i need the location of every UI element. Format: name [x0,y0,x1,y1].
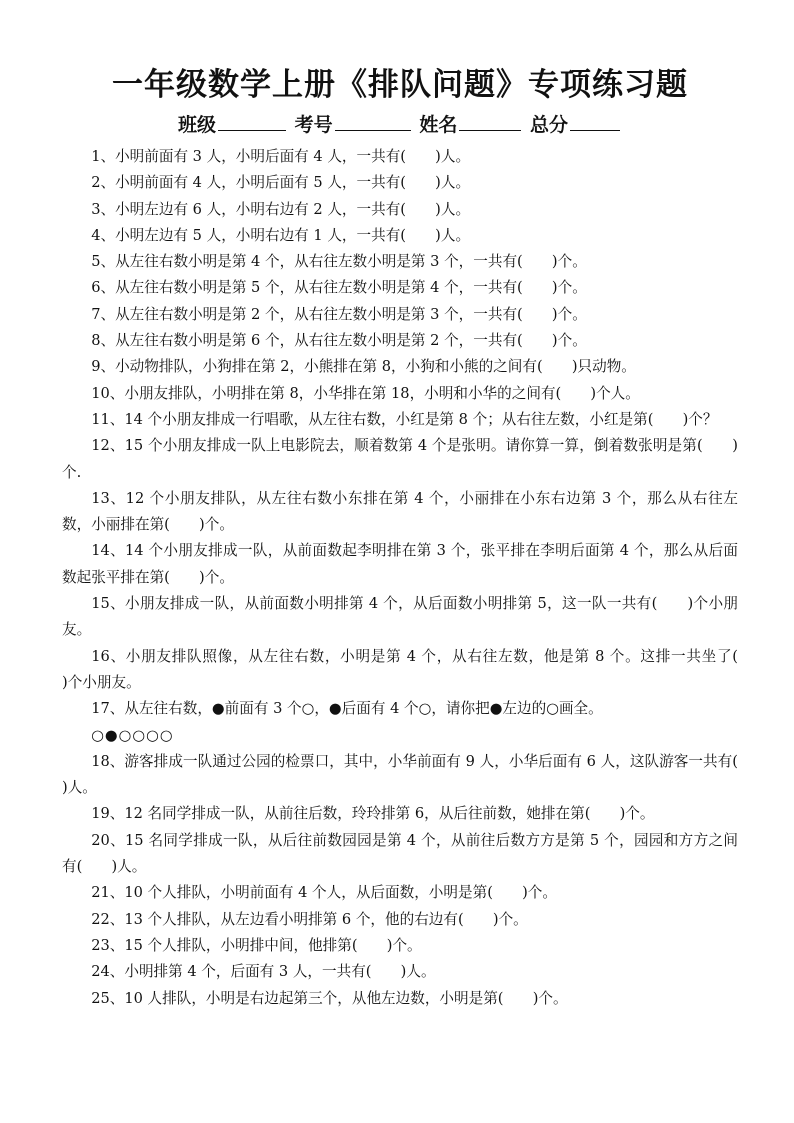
score-label: 总分 [529,114,568,136]
question-15: 15、小朋友排成一队，从前面数小明排第 4 个，从后面数小明排第 5，这一队一共有( )个小朋友。 [62,595,738,639]
question-10: 10、小朋友排队，小明排在第 8，小华排在第 18，小明和小华的之间有( )个人。 [91,384,640,402]
exam-no-label: 考号 [294,114,333,136]
question-17: 17、从左往右数，●前面有 3 个○，●后面有 4 个○，请你把●左边的○画全。 [91,700,603,718]
name-blank[interactable] [459,112,521,131]
question-20: 20、15 名同学排成一队，从后往前数园园是第 4 个，从前往后数方方是第 5 个，园园和方方之间有( )人。 [62,831,738,876]
question-9: 9、小动物排队，小狗排在第 2，小熊排在第 8，小狗和小熊的之间有( )只动物。 [91,358,636,376]
question-18: 18、游客排成一队通过公园的检票口，其中，小华前面有 9 人，小华后面有 6 人，这队游客一共有( )人。 [62,752,768,797]
question-6: 6、从左往右数小明是第 5 个，从右往左数小明是第 4 个，一共有( )个。 [91,279,587,297]
question-16: 16、小朋友排队照像，从左往右数，小明是第 4 个，从右往左数，他是第 8 个。这排一共坐了( )个小朋友。 [62,647,768,691]
question-19: 19、12 名同学排成一队，从前往后数，玲玲排第 6，从后往前数，她排在第( )个。 [91,805,655,823]
question-24: 24、小明排第 4 个，后面有 3 人，一共有( )人。 [91,963,436,981]
student-info-row [62,108,738,142]
class-blank[interactable] [218,112,286,131]
question-23: 23、15 个人排队，小明排中间，他排第( )个。 [91,936,422,954]
question-8: 8、从左往右数小明是第 6 个，从右往左数小明是第 2 个，一共有( )个。 [91,332,587,350]
question-25: 25、10 人排队，小明是右边起第三个，从他左边数，小明是第( )个。 [91,989,568,1007]
worksheet-title: 一年级数学上册《排队问题》专项练习题 [112,67,688,103]
question-2: 2、小明前面有 4 人，小明后面有 5 人，一共有( )人。 [91,174,471,192]
question-3: 3、小明左边有 6 人，小明右边有 2 人，一共有( )人。 [91,200,471,218]
question-17-circle-row: ○●○○○○ [91,726,174,744]
question-14: 14、14 个小朋友排成一队，从前面数起李明排在第 3 个，张平排在李明后面第 4 个，那么从后面数起张平排在第( )个。 [62,542,738,586]
question-5: 5、从左往右数小明是第 4 个，从右往左数小明是第 3 个，一共有( )个。 [91,253,587,271]
question-21: 21、10 个人排队，小明前面有 4 个人，从后面数，小明是第( )个。 [91,884,557,902]
question-1: 1、小明前面有 3 人，小明后面有 4 人，一共有( )人。 [91,148,471,165]
class-label: 班级 [178,114,217,136]
score-blank[interactable] [570,112,620,131]
question-list [62,144,768,1012]
question-11: 11、14 个小朋友排成一行唱歌，从左往右数，小红是第 8 个；从右往左数，小红是第( )个？ [91,410,718,428]
question-7: 7、从左往右数小明是第 2 个，从右往左数小明是第 3 个，一共有( )个。 [91,305,587,323]
name-label: 姓名 [419,114,458,136]
question-22: 22、13 个人排队，从左边看小明排第 6 个，他的右边有( )个。 [91,910,528,928]
question-12: 12、15 个小朋友排成一队上电影院去，顺着数第 4 个是张明。请你算一算，倒着数张明是第( )个. [62,437,738,481]
exam-no-blank[interactable] [335,112,411,131]
question-4: 4、小明左边有 5 人，小明右边有 1 人，一共有( )人。 [91,226,471,244]
question-13: 13、12 个小朋友排队，从左往右数小东排在第 4 个，小丽排在小东右边第 3 个，那么从右往左数，小丽排在第( )个。 [62,489,738,534]
